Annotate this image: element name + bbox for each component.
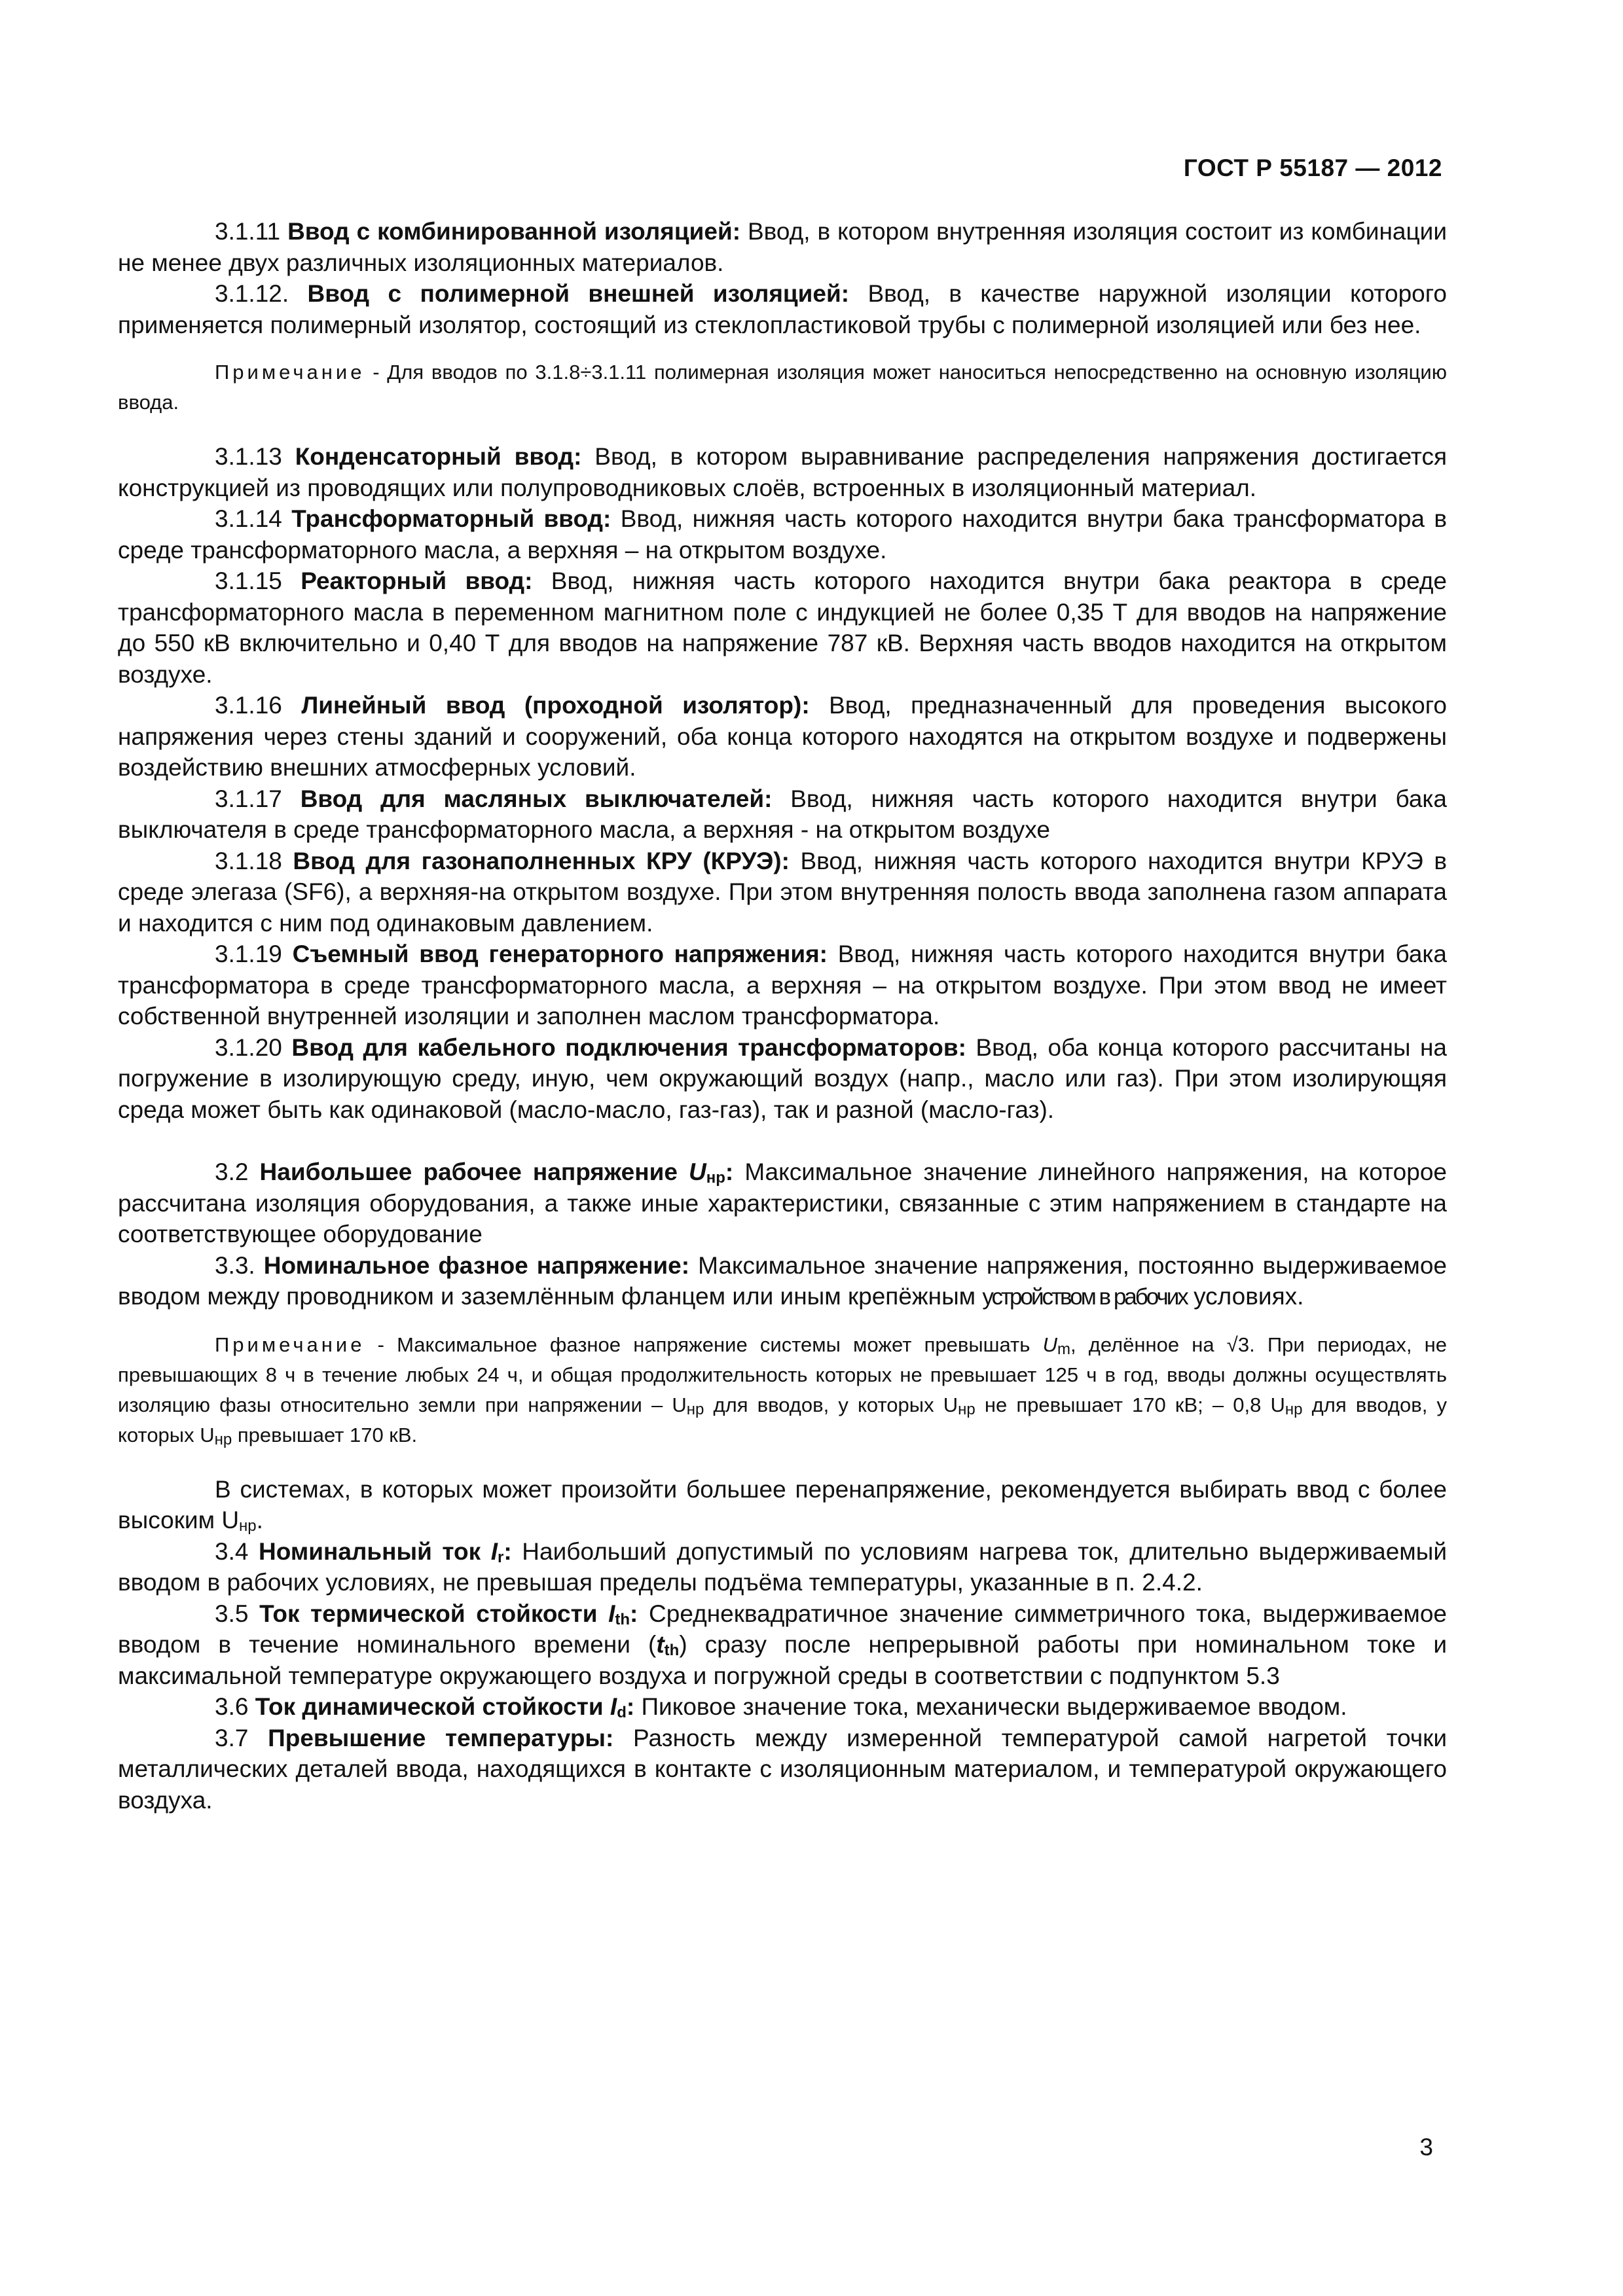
document-header: ГОСТ Р 55187 — 2012 [1183, 154, 1442, 181]
note-2: Примечание - Максимальное фазное напряжение системы может превышать $U_m$, делённое на √3. При периодах, не превышающих 8 ч в течение любых 24 ч, и общая продолжительность которых не превышает 125 ч в год, вводы должны осуществлять изоляцию фазы относительно земли при напряжении – $U_{нр}$ для вводов, у которых $U_{нр}$ не превышает 170 кВ; – 0,8 $U_{нр}$ для вводов, у которых $U_{нр}$ превышает 170 кВ. [118, 1333, 1447, 1448]
clause-3-1-14: 3.1.14 Трансформаторный ввод: Ввод, нижняя часть которого находится внутри бака трансформатора в среде трансформаторного масла, а верхняя – на открытом воздухе. [118, 505, 1448, 564]
clause-3-2: 3.2 Наибольшее рабочее напряжение $U_{нр}$: Максимальное значение линейного напряжения, на которое рассчитана изоляция оборудования, а также иные характеристики, связанные с этим напряжением в стандарте на соответствующее оборудование [118, 1158, 1447, 1247]
clause-3-5: 3.5 Ток термической стойкости $I_{th}$: Среднеквадратичное значение симметричного тока, выдерживаемое вводом в течение номинального времени $(t_{th})$ сразу после непрерывной работы при номинальном токе и максимальной температуре окружающего воздуха и погружной среды в соответствии с подпунктом 5.3 [118, 1600, 1447, 1689]
clause-3-1-12: 3.1.12. Ввод с полимерной внешней изоляцией: Ввод, в качестве наружной изоляции которого применяется полимерный изолятор, состоящий из стеклопластиковой трубы с полимерной изоляцией или без нее. [118, 280, 1447, 338]
clause-3-7: 3.7 Превышение температуры: Разность между измеренной температурой самой нагретой точки металлических деталей ввода, находящихся в контакте с изоляционным материалом, и температурой окружающего воздуха. [118, 1724, 1447, 1814]
clause-3-1-18: 3.1.18 Ввод для газонаполненных КРУ (КРУЭ): Ввод, нижняя часть которого находится внутри КРУЭ в среде элегаза (SF6), а верхняя-на открытом воздухе. При этом внутренняя полость ввода заполнена газом аппарата и находится с ним под одинаковым давлением. [118, 847, 1447, 937]
note-1: Примечание - Для вводов по 3.1.8÷3.1.11 полимерная изоляция может наноситься непосредственно на основную изоляцию ввода. [118, 361, 1447, 414]
clause-3-1-11: 3.1.11 Ввод с комбинированной изоляцией: Ввод, в котором внутренняя изоляция состоит из комбинации не менее двух различных изоляционных материалов. [118, 218, 1447, 276]
clause-3-1-13: 3.1.13 Конденсаторный ввод: Ввод, в котором выравнивание распределения напряжения достигается конструкцией из проводящих или полупроводниковых слоёв, встроенных в изоляционный материал. [118, 443, 1447, 501]
clause-3-1-16: 3.1.16 Линейный ввод (проходной изолятор): Ввод, предназначенный для проведения высокого напряжения через стены зданий и сооружений, оба конца которого находятся на открытом воздухе и подвержены воздействию внешних атмосферных условий. [118, 692, 1448, 781]
clause-3-3: 3.3. Номинальное фазное напряжение: Максимальное значение напряжения, постоянно выдерживаемое вводом между проводником и заземлённым фланцем или иным крепёжным устройством в рабочих условиях. [118, 1251, 1448, 1310]
page-number: 3 [1419, 2134, 1433, 2161]
page-body [118, 216, 1447, 1816]
clause-3-4: 3.4 Номинальный ток $I_r$: Наибольший допустимый по условиям нагрева ток, длительно выдерживаемый вводом в рабочих условиях, не превышая пределы подъёма температуры, указанные в п. 2.4.2. [118, 1537, 1447, 1596]
clause-3-1-19: 3.1.19 Съемный ввод генераторного напряжения: Ввод, нижняя часть которого находится внутри бака трансформатора в среде трансформаторного масла, а верхняя – на открытом воздухе. При этом ввод не имеет собственной внутренней изоляции и заполнен маслом трансформатора. [118, 941, 1447, 1030]
paragraph-systems: В системах, в которых может произойти большее перенапряжение, рекомендуется выбирать ввод с более высоким $U_{нр}$. [118, 1475, 1447, 1535]
clause-3-1-20: 3.1.20 Ввод для кабельного подключения трансформаторов: Ввод, оба конца которого рассчитаны на погружение в изолирующую среду, иную, чем окружающий воздух (напр., масло или газ). При этом изолирующяя среда может быть как одинаковой (масло-масло, газ-газ), так и разной (масло-газ). [118, 1033, 1448, 1123]
clause-3-1-15: 3.1.15 Реакторный ввод: Ввод, нижняя часть которого находится внутри бака реактора в среде трансформаторного масла в переменном магнитном поле с индукцией не более 0,35 Т для вводов на напряжение до 550 кВ включительно и 0,40 Т для вводов на напряжение 787 кВ. Верхняя часть вводов находится на открытом воздухе. [118, 567, 1447, 688]
clause-3-6: 3.6 Ток динамической стойкости $I_d$: Пиковое значение тока, механически выдерживаемое вводом. [215, 1693, 1347, 1721]
clause-3-1-17: 3.1.17 Ввод для масляных выключателей: Ввод, нижняя часть которого находится внутри бака выключателя в среде трансформаторного масла, а верхняя - на открытом воздухе [118, 785, 1447, 843]
